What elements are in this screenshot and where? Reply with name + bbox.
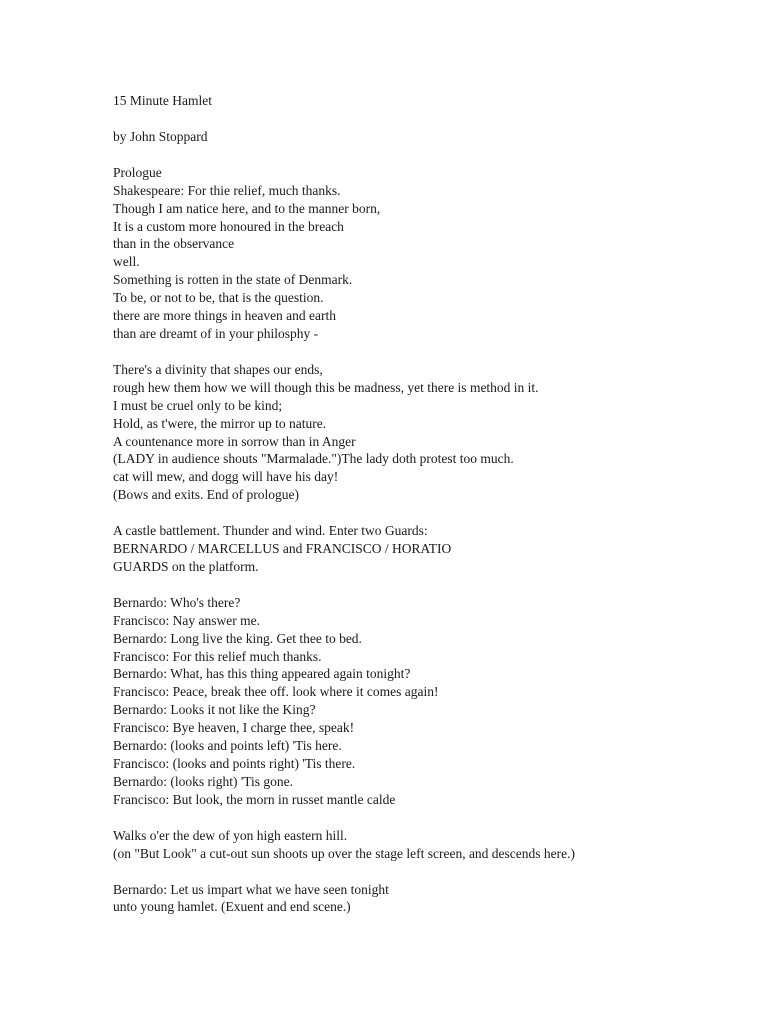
script-line: than are dreamt of in your philosphy - [113,325,319,341]
script-line: Francisco: Peace, break thee off. look where it comes again! [113,684,439,700]
script-line: Francisco: But look, the morn in russet mantle calde [113,791,396,807]
script-line: I must be cruel only to be kind; [113,397,283,413]
script-line: To be, or not to be, that is the question. [113,290,324,306]
script-line: Bernardo: What, has this thing appeared again tonight? [113,666,411,682]
paragraph-gap [113,576,753,594]
script-line: Shakespeare: For thie relief, much thanks. [113,182,341,198]
paragraph-gap [113,343,753,361]
script-section [113,827,753,863]
script-line: Francisco: Nay answer me. [113,612,260,628]
script-line: Though I am natice here, and to the manner born, [113,200,381,216]
document-page [113,92,753,916]
script-section [113,522,753,576]
script-line: It is a custom more honoured in the breach [113,218,344,234]
script-line: Walks o'er the dew of yon high eastern hill. [113,827,348,843]
script-line: There's a divinity that shapes our ends, [113,361,323,377]
script-line: BERNARDO / MARCELLUS and FRANCISCO / HORATIO [113,541,452,557]
spacer [113,146,753,164]
script-line: there are more things in heaven and earth [113,308,337,324]
script-section [113,164,753,343]
paragraph-gap [113,863,753,881]
script-line: Something is rotten in the state of Denmark. [113,272,353,288]
document-byline: by John Stoppard [113,128,208,144]
script-line: Francisco: Bye heaven, I charge thee, speak! [113,720,355,736]
script-line: well. [113,254,140,270]
paragraph-gap [113,504,753,522]
script-line: Prologue [113,164,162,180]
script-line: Bernardo: Looks it not like the King? [113,702,316,718]
script-line: GUARDS on the platform. [113,558,259,574]
script-line: Bernardo: (looks right) 'Tis gone. [113,773,294,789]
spacer [113,110,753,128]
script-line: A castle battlement. Thunder and wind. Enter two Guards: [113,523,428,539]
paragraph-gap [113,809,753,827]
script-line: A countenance more in sorrow than in Anger [113,433,356,449]
script-section [113,594,753,809]
script-line: Bernardo: Long live the king. Get thee to bed. [113,630,362,646]
script-line: Bernardo: (looks and points left) 'Tis here. [113,738,342,754]
script-line: rough hew them how we will though this be madness, yet there is method in it. [113,379,539,395]
script-line: Hold, as t'were, the mirror up to nature. [113,415,327,431]
document-title: 15 Minute Hamlet [113,93,212,108]
script-line: Bernardo: Who's there? [113,594,241,610]
script-line: (on "But Look" a cut-out sun shoots up over the stage left screen, and descends here.) [113,845,576,861]
script-line: than in the observance [113,236,235,252]
script-line: unto young hamlet. (Exuent and end scene.) [113,899,351,915]
script-line: (LADY in audience shouts "Marmalade.")The lady doth protest too much. [113,451,514,467]
script-line: Francisco: For this relief much thanks. [113,648,322,664]
script-line: Bernardo: Let us impart what we have seen tonight [113,881,389,897]
document-body [113,164,753,917]
script-section [113,881,753,917]
script-line: cat will mew, and dogg will have his day! [113,469,339,485]
script-line: (Bows and exits. End of prologue) [113,487,299,503]
script-section [113,361,753,504]
script-line: Francisco: (looks and points right) 'Tis there. [113,756,356,771]
